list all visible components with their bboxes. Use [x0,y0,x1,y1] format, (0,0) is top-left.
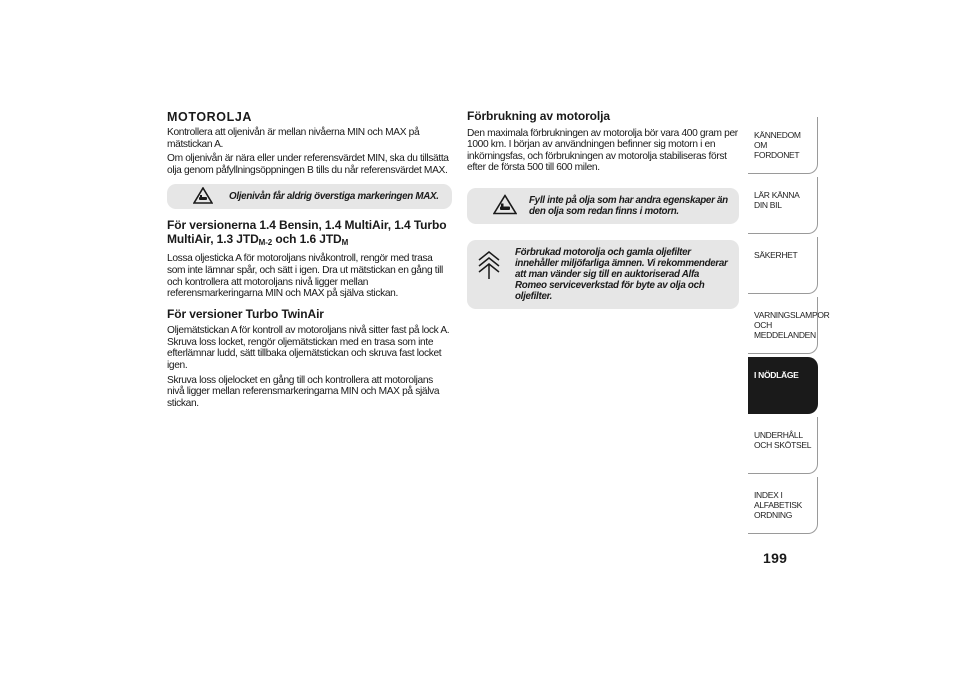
subheading-versions [167,219,452,249]
tab-underhall[interactable] [748,417,818,474]
warning-hand-icon [193,187,213,207]
tab-label: KÄNNEDOM OM FORDONET [754,130,801,160]
tab-i-nodlage[interactable] [748,357,818,414]
tab-varningslampor[interactable] [748,297,830,354]
tab-label: SÄKERHET [754,250,798,260]
section-twinair [167,308,452,410]
subheading-twinair: För versioner Turbo TwinAir [167,306,324,321]
section-versions [167,219,452,299]
tab-label: VARNINGSLAMPOR OCH MEDDELANDEN [754,310,830,340]
heading-subscript: M-2 [258,237,273,247]
tab-index[interactable] [748,477,818,534]
paragraph: Kontrollera att oljenivån är mellan nivåerna MIN och MAX på mätstickan A. [167,127,420,150]
tab-label: I NÖDLÄGE [754,370,799,380]
environment-note [467,240,739,309]
warning-text: Fyll inte på olja som har andra egenskaper än den olja som redan finns i motorn. [529,194,728,217]
page-number: 199 [763,550,788,566]
paragraph: Om oljenivån är nära eller under referensvärdet MIN, ska du tillsätta olja genom påfyllningsöppningen B tills du når referensvärdet MAX. [167,153,449,176]
tab-sakerhet[interactable] [748,237,818,294]
environment-text: Förbrukad motorolja och gamla oljefilter innehåller miljöfarliga ämnen. Vi rekommenderar att man vänder sig till en auktoriserad Alfa Romeo serviceverkstad för byte av olja och oljefilter. [515,246,728,302]
environment-tree-icon [477,250,501,283]
heading-part: För versionerna 1.4 Bensin, 1.4 MultiAir, 1.4 Turbo MultiAir, 1.3 JTD [167,218,447,246]
tab-lar-kanna[interactable] [748,177,818,234]
tab-label: INDEX I ALFABETISK ORDNING [754,490,803,520]
heading-part: och 1.6 JTD [272,231,342,246]
left-column [167,110,452,417]
tab-label: LÄR KÄNNA DIN BIL [754,190,800,210]
tab-label: UNDERHÅLL OCH SKÖTSEL [754,430,812,450]
tab-kannedom[interactable] [748,117,818,174]
paragraph: Skruva loss oljelocket en gång till och kontrollera att motoroljans nivå ligger mellan referensmarkeringarna MIN och MAX på själva stickan. [167,374,440,409]
chapter-tabs [748,117,830,537]
section-title-motorolja: MOTOROLJA [167,110,253,124]
warning-text: Oljenivån får aldrig överstiga markeringen MAX. [229,191,439,203]
paragraph: Den maximala förbrukningen av motorolja bör vara 400 gram per 1000 km. I början av användningen befinner sig motorn i en inkörningsfas, och förbrukningen av motorolja stabiliseras först efter de första 500 till 600 milen. [467,127,738,174]
heading-subscript: M [341,237,349,247]
warning-note [167,184,452,209]
section-title-forbrukning: Förbrukning av motorolja [467,109,610,123]
paragraph: Lossa oljesticka A för motoroljans nivåkontroll, rengör med trasa som inte lämnar spår, och sätt i igen. Dra ut mätstickan en gång till och kontrollera att motoroljans nivå ligger mellan referensmarkeringarna MIN och MAX på själva stickan. [167,253,443,300]
warning-note [467,188,739,224]
right-column [467,110,739,319]
warning-hand-icon [493,194,517,217]
paragraph: Oljemätstickan A för kontroll av motoroljans nivå sitter fast på lock A. Skruva loss locket, rengör oljemätstickan med en trasa som inte efterlämnar ludd, sätt tillbaka oljemätstickan och skruva fast locket igen. [167,325,450,372]
